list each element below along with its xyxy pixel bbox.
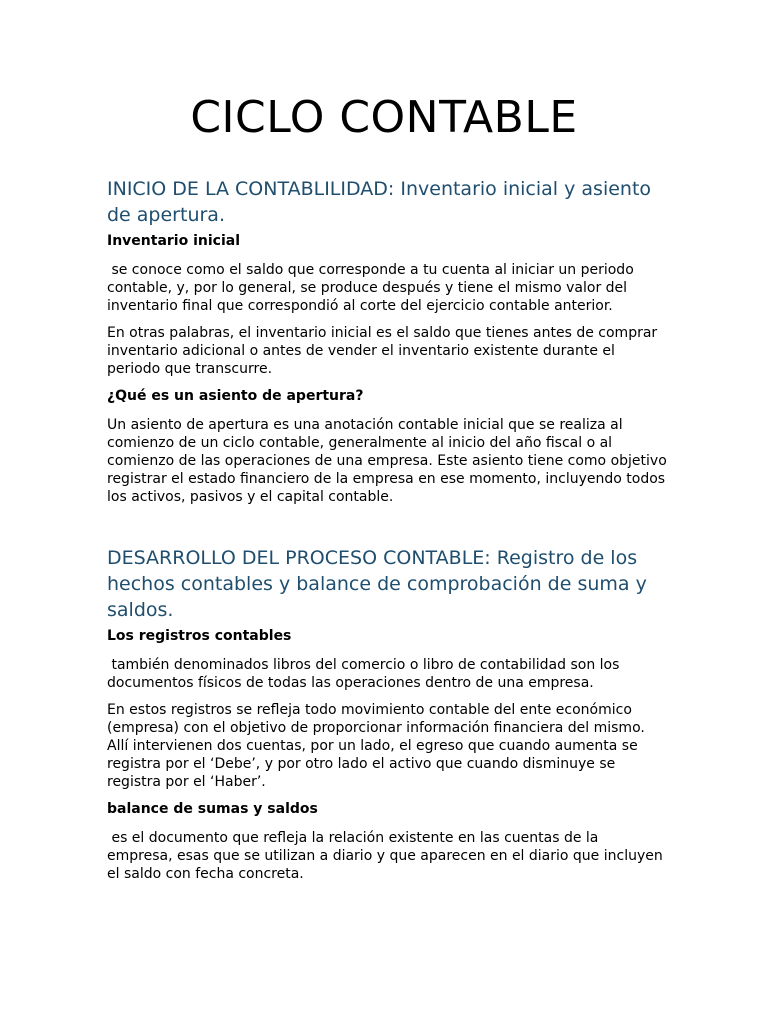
section-heading: INICIO DE LA CONTABLILIDAD: Inventario inicial y asiento de apertura. <box>107 178 652 226</box>
section-desarrollo-proceso-contable <box>107 545 667 892</box>
paragraph: se conoce como el saldo que corresponde a tu cuenta al iniciar un periodo contable, y, por lo general, se produce después y tiene el mismo valor del inventario final que correspondió al corte del ejercicio contable anterior. <box>107 262 639 314</box>
subheading-asiento-apertura: ¿Qué es un asiento de apertura? <box>107 388 364 404</box>
paragraph: Un asiento de apertura es una anotación contable inicial que se realiza al comienzo de un ciclo contable, generalmente al inicio del año fiscal o al comienzo de las operaciones de una empresa. Este asiento tiene como objetivo registrar el estado financiero de la empresa en ese momento, incluyendo todos los activos, pasivos y el capital contable. <box>107 417 672 505</box>
paragraph: también denominados libros del comercio o libro de contabilidad son los documentos físicos de todas las operaciones dentro de una empresa. <box>107 657 624 691</box>
subheading-balance-sumas-saldos: balance de sumas y saldos <box>107 801 318 817</box>
subheading-inventario-inicial: Inventario inicial <box>107 233 241 249</box>
paragraph: En estos registros se refleja todo movimiento contable del ente económico (empresa) con el objetivo de proporcionar información financiera del mismo. Allí intervienen dos cuentas, por un lado, el egreso que cuando aumenta se registra por el ‘Debe’, y por otro lado el activo que cuando disminuye se registra por el ‘Haber’. <box>107 702 650 790</box>
document-title: CICLO CONTABLE <box>190 92 578 143</box>
section-inicio-contabilidad <box>107 176 672 515</box>
subheading-registros-contables: Los registros contables <box>107 628 292 644</box>
section-heading: DESARROLLO DEL PROCESO CONTABLE: Registro de los hechos contables y balance de comprobación de suma y saldos. <box>107 547 647 621</box>
paragraph: es el documento que refleja la relación existente en las cuentas de la empresa, esas que se utilizan a diario y que aparecen en el diario que incluyen el saldo con fecha concreta. <box>107 830 668 882</box>
paragraph: En otras palabras, el inventario inicial es el saldo que tienes antes de comprar inventario adicional o antes de vender el inventario existente durante el periodo que transcurre. <box>107 325 662 377</box>
